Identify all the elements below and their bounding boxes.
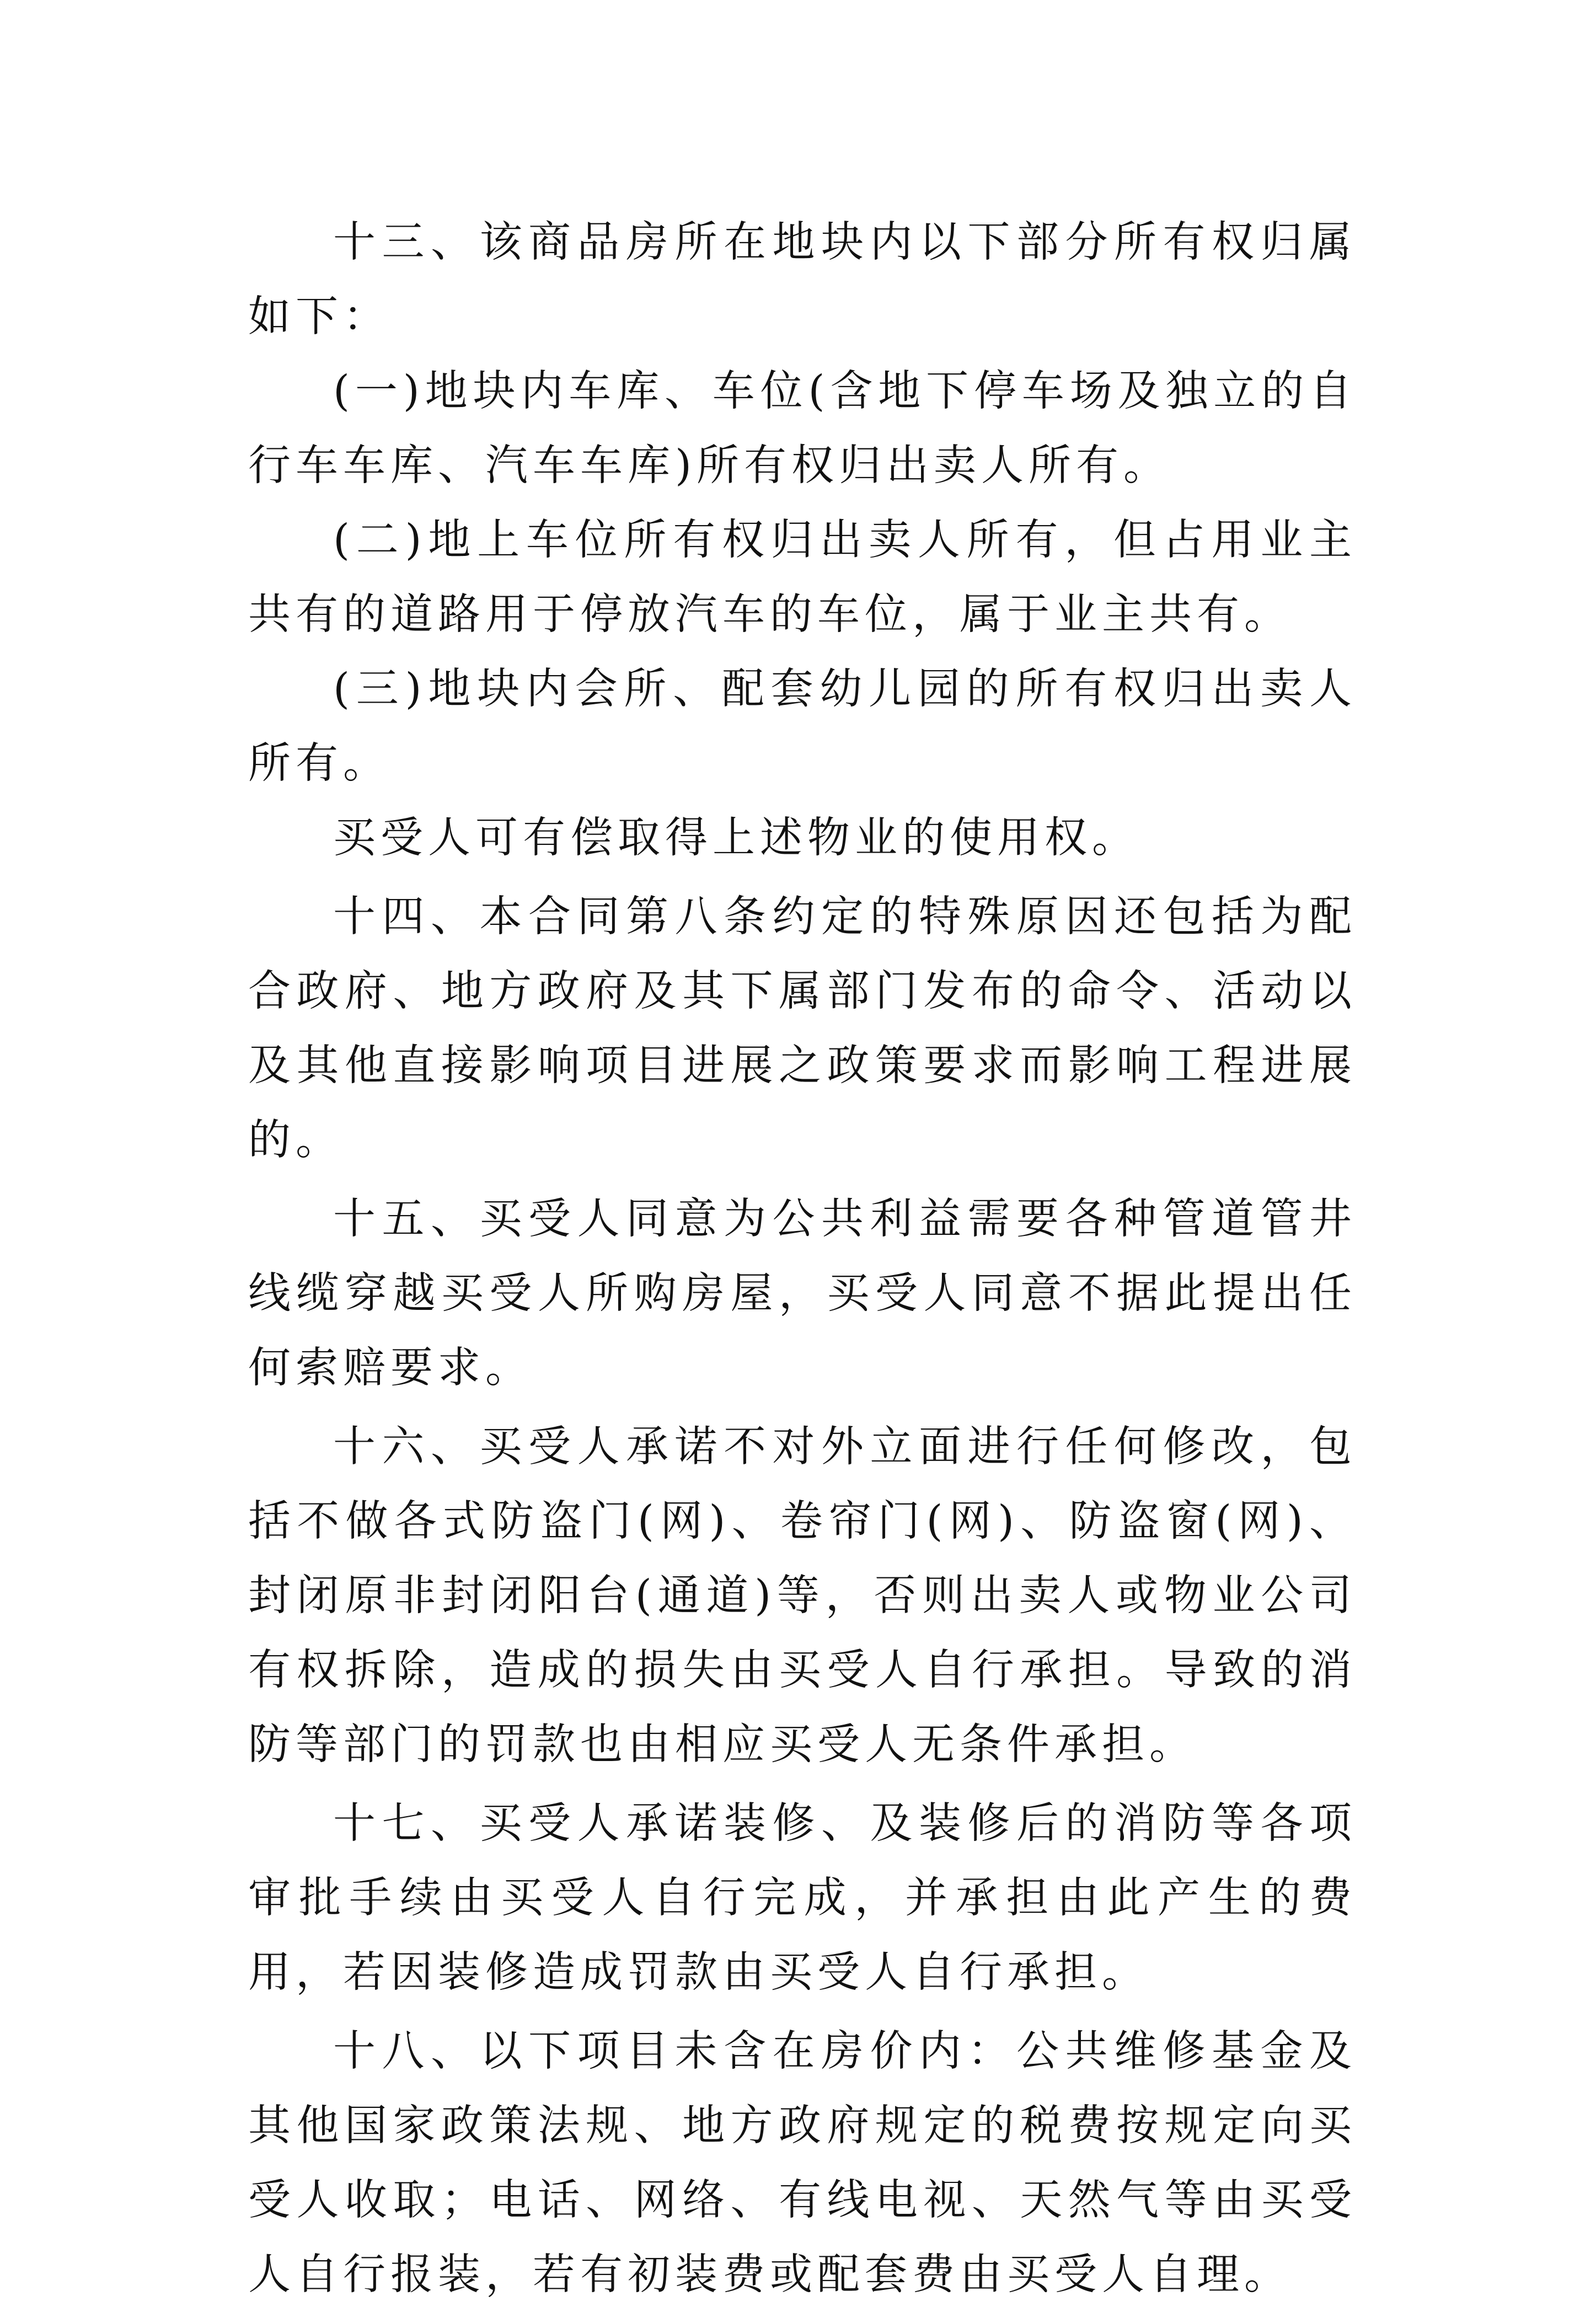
clause-16: 十六、买受人承诺不对外立面进行任何修改，包括不做各式防盗门(网)、卷帘门(网)、防盗窗(网)、封闭原非封闭阳台(通道)等，否则出卖人或物业公司有权拆除，造成的损失由买受人自行承担。导致的消防等部门的罚款也由相应买受人无条件承担。 — [248, 1422, 1357, 1769]
clause-13-item-3: (三)地块内会所、配套幼儿园的所有权归出卖人所有。 — [248, 665, 1357, 788]
clause-14: 十四、本合同第八条约定的特殊原因还包括为配合政府、地方政府及其下属部门发布的命令、活动以及其他直接影响项目进展之政策要求而影响工程进展的。 — [248, 892, 1357, 1165]
clause-13-item-1: (一)地块内车库、车位(含地下停车场及独立的自行车车库、汽车车库)所有权归出卖人所有。 — [248, 367, 1357, 490]
clause-13-usage-right: 买受人可有偿取得上述物业的使用权。 — [333, 814, 1139, 863]
clause-13-item-2: (二)地上车位所有权归出卖人所有，但占用业主共有的道路用于停放汽车的车位，属于业主共有。 — [248, 516, 1357, 639]
clause-13-heading: 十三、该商品房所在地块内以下部分所有权归属如下： — [248, 218, 1357, 341]
clause-18: 十八、以下项目未含在房价内：公共维修基金及其他国家政策法规、地方政府规定的税费按规定向买受人收取；电话、网络、有线电视、天然气等由买受人自行报装，若有初装费或配套费由买受人自理。 — [248, 2027, 1357, 2299]
clause-15: 十五、买受人同意为公共利益需要各种管道管井线缆穿越买受人所购房屋，买受人同意不据此提出任何索赔要求。 — [248, 1195, 1357, 1393]
clause-17: 十七、买受人承诺装修、及装修后的消防等各项审批手续由买受人自行完成，并承担由此产生的费用，若因装修造成罚款由买受人自行承担。 — [248, 1799, 1357, 1997]
document-body — [248, 205, 1357, 2312]
